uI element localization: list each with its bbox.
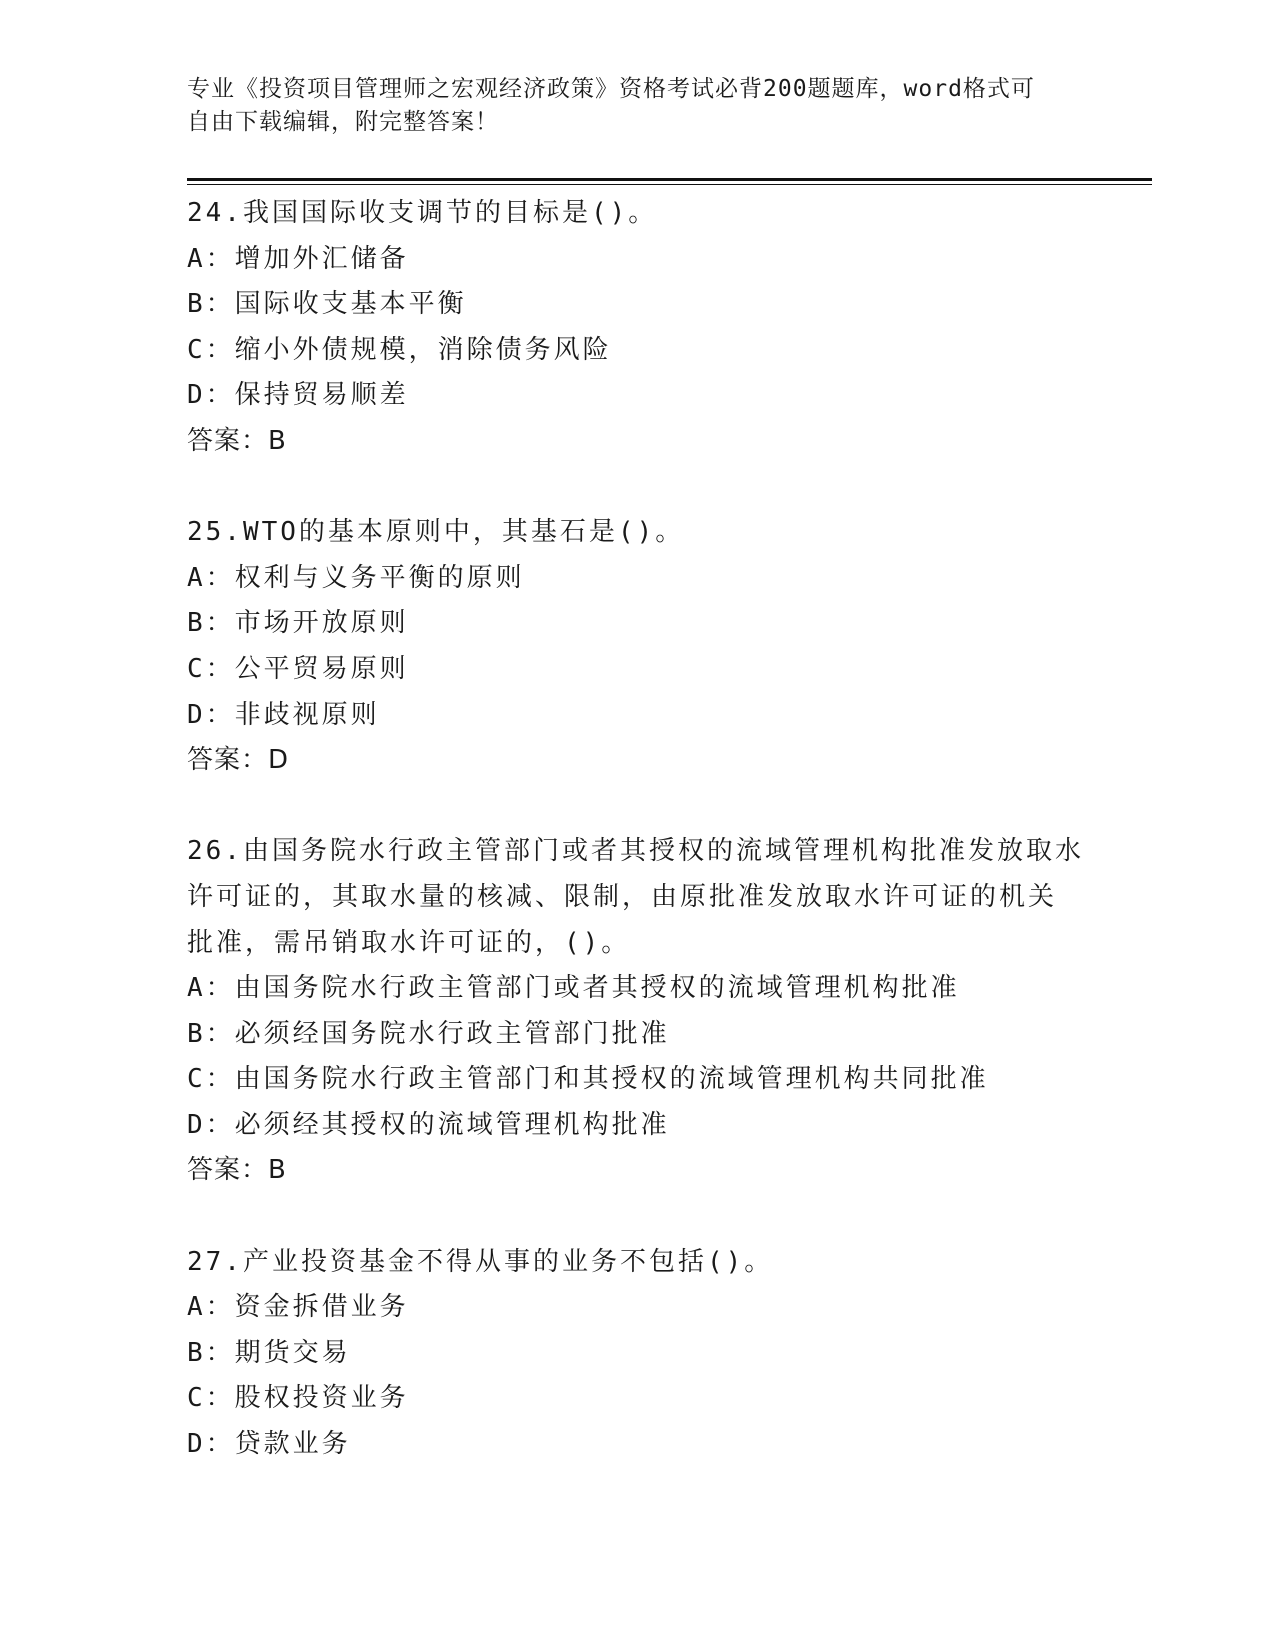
question-stem-line-1: 26.由国务院水行政主管部门或者其授权的流域管理机构批准发放取水	[187, 836, 1084, 867]
option-a: A：由国务院水行政主管部门或者其授权的流域管理机构批准	[187, 973, 960, 1004]
option-d: D：必须经其授权的流域管理机构批准	[187, 1109, 670, 1140]
option-a: A：资金拆借业务	[187, 1292, 409, 1323]
spacer	[187, 1194, 1087, 1240]
option-b: B：期货交易	[187, 1337, 351, 1368]
option-c: C：公平贸易原则	[187, 653, 409, 684]
option-a: A：权利与义务平衡的原则	[187, 562, 525, 593]
header-divider-thick	[187, 178, 1152, 181]
question-block	[187, 191, 1087, 465]
question-block	[187, 510, 1087, 784]
option-c: C：缩小外债规模，消除债务风险	[187, 334, 612, 365]
option-d: D：非歧视原则	[187, 699, 380, 730]
option-c: C：股权投资业务	[187, 1383, 409, 1414]
option-a: A：增加外汇储备	[187, 243, 409, 274]
question-stem: 25.WTO的基本原则中，其基石是()。	[187, 517, 685, 548]
option-b: B：市场开放原则	[187, 608, 409, 639]
question-list	[187, 191, 1087, 1468]
question-stem-line-2: 许可证的，其取水量的核减、限制，由原批准发放取水许可证的机关	[187, 881, 1058, 912]
answer-line: 答案：B	[187, 425, 287, 456]
question-block	[187, 829, 1087, 1194]
question-stem-line-3: 批准，需吊销取水许可证的，()。	[187, 927, 631, 958]
question-block	[187, 1240, 1087, 1468]
option-b: B：必须经国务院水行政主管部门批准	[187, 1018, 670, 1049]
spacer	[187, 465, 1087, 511]
option-b: B：国际收支基本平衡	[187, 289, 467, 320]
answer-line: 答案：D	[187, 745, 290, 776]
header-line-2: 自由下载编辑，附完整答案！	[187, 109, 499, 135]
option-d: D：保持贸易顺差	[187, 380, 409, 411]
header-divider-thin	[187, 184, 1152, 185]
answer-line: 答案：B	[187, 1155, 287, 1186]
option-c: C：由国务院水行政主管部门和其授权的流域管理机构共同批准	[187, 1064, 989, 1095]
spacer	[187, 784, 1087, 830]
question-stem: 27.产业投资基金不得从事的业务不包括()。	[187, 1246, 774, 1277]
option-d: D：贷款业务	[187, 1429, 351, 1460]
header-line-1: 专业《投资项目管理师之宏观经济政策》资格考试必背200题题库，word格式可	[187, 76, 1035, 102]
question-stem: 24.我国国际收支调节的目标是()。	[187, 198, 658, 228]
document-header	[187, 73, 1067, 139]
